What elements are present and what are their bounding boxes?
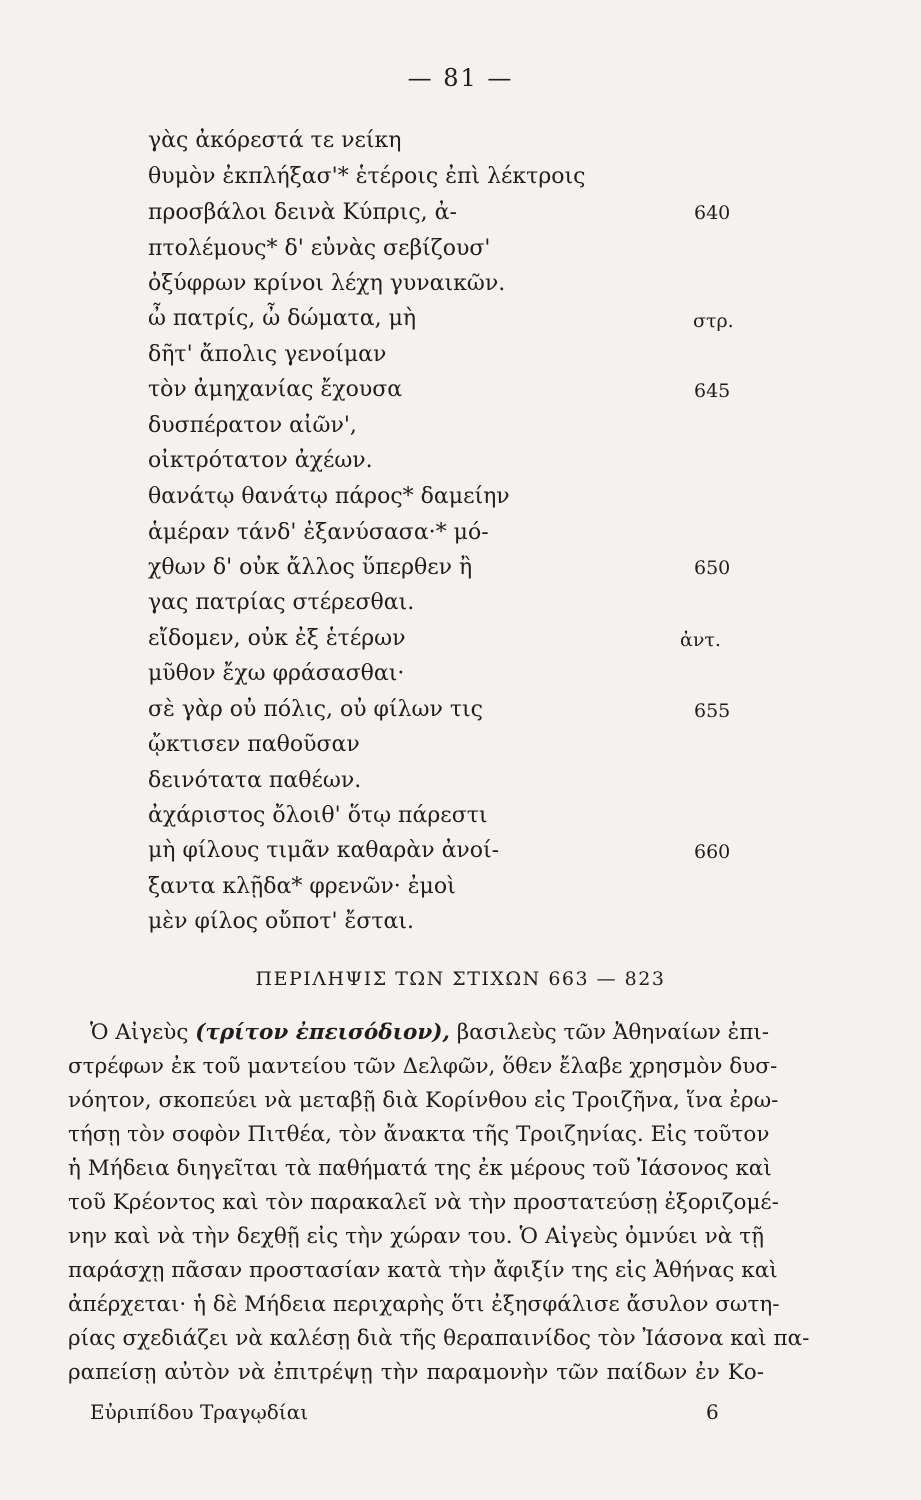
antistrophe-marker: ἀντ. xyxy=(680,629,721,651)
verse-line: δεινότατα παθέων. xyxy=(148,768,362,793)
verse-line: δυσπέρατον αἰῶν', xyxy=(148,413,357,438)
verse-line: ᾤκτισεν παθοῦσαν xyxy=(148,732,360,757)
verse-line: πτολέμους* δ' εὐνὰς σεβίζουσ' xyxy=(148,236,491,261)
verse-line: θανάτῳ θανάτῳ πάρος* δαμείην xyxy=(148,484,510,509)
verse-line: μὴ φίλους τιμᾶν καθαρὰν ἀνοί- xyxy=(148,838,500,863)
footer-signature: 6 xyxy=(706,1400,719,1424)
strophe-marker: στρ. xyxy=(693,310,734,332)
verse-line: ξαντα κλῇδα* φρενῶν· ἐμοὶ xyxy=(148,874,456,899)
line-number-660: 660 xyxy=(694,841,731,863)
verse-line: θυμὸν ἐκπλήξασ'* ἑτέροις ἐπὶ λέκτροις xyxy=(148,164,586,189)
summary-start-rest: βασιλεὺς τῶν Ἀθηναίων ἐπι- xyxy=(456,1020,770,1045)
summary-line xyxy=(90,1020,770,1045)
summary-line: ἡ Μήδεια διηγεῖται τὰ παθήματά της ἐκ μέρους τοῦ Ἰάσονος καὶ xyxy=(68,1156,772,1181)
summary-line: ρίας σχεδιάζει νὰ καλέσῃ διὰ τῆς θεραπαινίδος τὸν Ἰάσονα καὶ πα- xyxy=(68,1326,810,1351)
summary-line: νην καὶ νὰ τὴν δεχθῇ εἰς τὴν χώραν του. Ὁ Αἰγεὺς ὀμνύει νὰ τῇ xyxy=(68,1224,764,1249)
verse-line: εἴδομεν, οὐκ ἐξ ἑτέρων xyxy=(148,626,406,651)
summary-line: ραπείσῃ αὐτὸν νὰ ἐπιτρέψῃ τὴν παραμονὴν τῶν παίδων ἐν Κο- xyxy=(68,1360,764,1385)
verse-line: χθων δ' οὐκ ἄλλος ὕπερθεν ἢ xyxy=(148,555,473,580)
summary-heading: ΠΕΡΙΛΗΨΙΣ ΤΩΝ ΣΤΙΧΩΝ 663 — 823 xyxy=(255,968,666,990)
line-number-640: 640 xyxy=(694,202,731,224)
summary-start: Ὁ Αἰγεὺς xyxy=(90,1020,189,1045)
verse-line: οἰκτρότατον ἀχέων. xyxy=(148,448,373,473)
summary-line: παράσχῃ πᾶσαν προστασίαν κατὰ τὴν ἄφιξίν της εἰς Ἀθήνας καὶ xyxy=(68,1258,778,1283)
line-number-655: 655 xyxy=(694,700,731,722)
episode-label: (τρίτον ἐπεισόδιον), xyxy=(195,1020,450,1045)
summary-line: ἀπέρχεται· ἡ δὲ Μήδεια περιχαρὴς ὅτι ἐξησφάλισε ἄσυλον σωτη- xyxy=(68,1292,780,1317)
verse-line: δῆτ' ἄπολις γενοίμαν xyxy=(148,342,387,367)
verse-line: μῦθον ἔχω φράσασθαι· xyxy=(148,661,405,686)
verse-line: ἁμέραν τάνδ' ἐξανύσασα·* μό- xyxy=(148,520,489,545)
verse-line: μὲν φίλος οὔποτ' ἔσται. xyxy=(148,909,415,934)
summary-line: τήσῃ τὸν σοφὸν Πιτθέα, τὸν ἄνακτα τῆς Τροιζηνίας. Εἰς τοῦτον xyxy=(68,1122,770,1147)
verse-line: ἀχάριστος ὄλοιθ' ὅτῳ πάρεστι xyxy=(148,803,488,828)
summary-line: στρέφων ἐκ τοῦ μαντείου τῶν Δελφῶν, ὅθεν ἔλαβε χρησμὸν δυσ- xyxy=(68,1054,778,1079)
verse-line: προσβάλοι δεινὰ Κύπρις, ἀ- xyxy=(148,200,457,225)
line-number-650: 650 xyxy=(694,557,731,579)
verse-line: ὀξύφρων κρίνοι λέχη γυναικῶν. xyxy=(148,271,506,296)
verse-line: γὰς ἀκόρεστά τε νείκη xyxy=(148,128,402,153)
page-number: — 81 — xyxy=(407,64,514,92)
verse-line: γας πατρίας στέρεσθαι. xyxy=(148,590,415,615)
verse-line: τὸν ἀμηχανίας ἔχουσα xyxy=(148,377,403,402)
verse-line: σὲ γὰρ οὐ πόλις, οὐ φίλων τις xyxy=(148,697,483,722)
verse-line: ὦ πατρίς, ὦ δώματα, μὴ xyxy=(148,306,417,331)
line-number-645: 645 xyxy=(694,380,731,402)
summary-line: τοῦ Κρέοντος καὶ τὸν παρακαλεῖ νὰ τὴν προστατεύσῃ ἐξοριζομέ- xyxy=(68,1190,779,1215)
footer-book-title: Εὐριπίδου Τραγῳδίαι xyxy=(90,1400,309,1424)
summary-line: νόητον, σκοπεύει νὰ μεταβῇ διὰ Κορίνθου εἰς Τροιζῆνα, ἵνα ἐρω- xyxy=(68,1088,779,1113)
